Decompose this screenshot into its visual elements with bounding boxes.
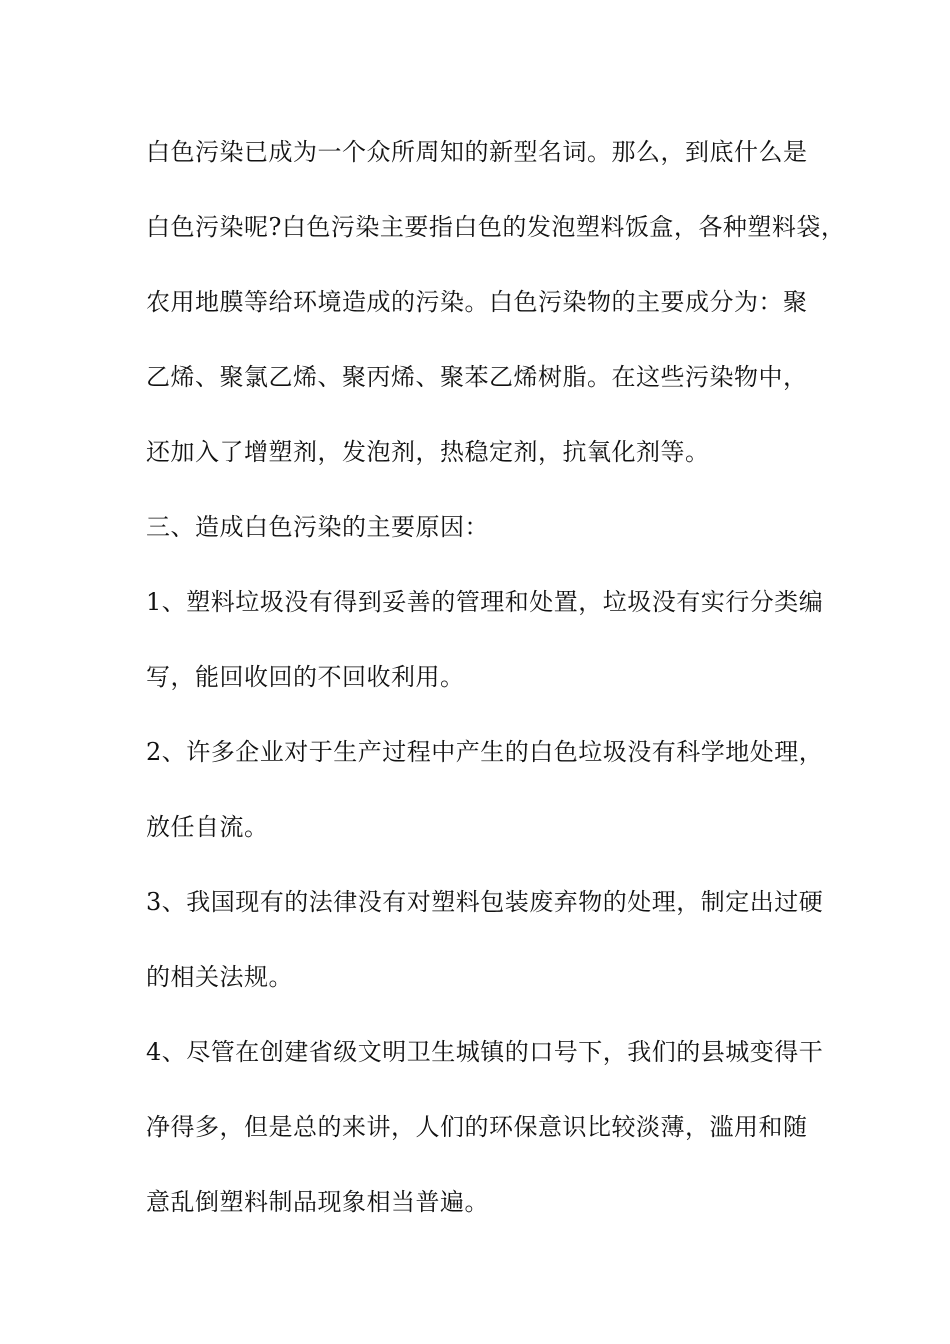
list-item-1-line-2: 写，能回收回的不回收利用。 (146, 663, 465, 691)
list-item-1-line-1: 1、塑料垃圾没有得到妥善的管理和处置，垃圾没有实行分类编 (146, 588, 824, 616)
paragraph-line-4: 乙烯、聚氯乙烯、聚丙烯、聚苯乙烯树脂。在这些污染物中， (146, 363, 808, 391)
list-item-4-line-3: 意乱倒塑料制品现象相当普遍。 (146, 1188, 489, 1216)
list-item-2-line-2: 放任自流。 (146, 813, 269, 841)
paragraph-line-2: 白色污染呢?白色污染主要指白色的发泡塑料饭盒，各种塑料袋， (146, 213, 846, 241)
list-item-2-line-1: 2、许多企业对于生产过程中产生的白色垃圾没有科学地处理， (146, 738, 824, 766)
list-item-3-line-1: 3、我国现有的法律没有对塑料包装废弃物的处理，制定出过硬 (146, 888, 824, 916)
paragraph-line-1: 白色污染已成为一个众所周知的新型名词。那么，到底什么是 (146, 138, 808, 166)
list-item-3-line-2: 的相关法规。 (146, 963, 293, 991)
paragraph-line-5: 还加入了增塑剂，发泡剂，热稳定剂，抗氧化剂等。 (146, 438, 710, 466)
list-item-4-line-2: 净得多，但是总的来讲，人们的环保意识比较淡薄，滥用和随 (146, 1113, 808, 1141)
paragraph-line-3: 农用地膜等给环境造成的污染。白色污染物的主要成分为：聚 (146, 288, 808, 316)
list-item-4-line-1: 4、尽管在创建省级文明卫生城镇的口号下，我们的县城变得干 (146, 1038, 824, 1066)
section-heading: 三、造成白色污染的主要原因： (146, 513, 489, 541)
